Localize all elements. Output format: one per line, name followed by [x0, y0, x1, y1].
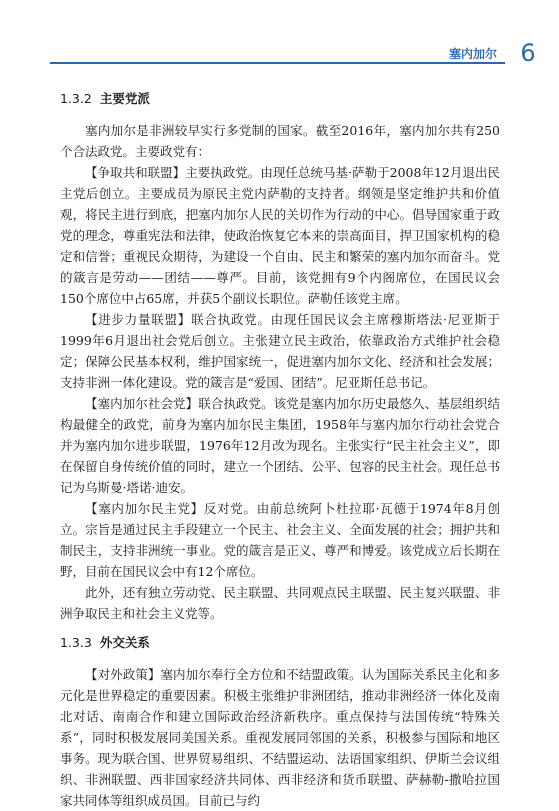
paragraph: 【塞内加尔民主党】反对党。由前总统阿卜杜拉耶·瓦德于1974年8月创立。宗旨是通过民主手段建立一个民主、社会主义、全面发展的社会；拥护共和制民主，支持非洲统一事业。党的箴言是正义、尊严和博爱。该党成立后长期在野，目前在国民议会中有12个席位。 [60, 501, 500, 579]
header-title: 塞内加尔 [448, 47, 497, 61]
section-heading-main-parties [60, 90, 500, 108]
running-header [50, 42, 505, 64]
section-number: 1.3.2 [60, 91, 92, 106]
section-heading-foreign-relations [60, 634, 500, 652]
section-gap [60, 624, 500, 634]
page-number: 6 [520, 39, 536, 67]
paragraph: 【塞内加尔社会党】联合执政党。该党是塞内加尔历史最悠久、基层组织结构最健全的政党，前身为塞内加尔民主集团，1958年与塞内加尔行动社会党合并为塞内加尔进步联盟，1976年12月改为现名。主张实行“民主社会主义”，即在保留自身传统价值的同时，建立一个团结、公平、包容的民主社会。现任总书记为乌斯曼·塔诺·迪安。 [60, 396, 500, 495]
paragraph: 此外，还有独立劳动党、民主联盟、共同观点民主联盟、民主复兴联盟、非洲争取民主和社会主义党等。 [60, 585, 500, 621]
paragraph: 【进步力量联盟】联合执政党。由现任国民议会主席穆斯塔法·尼亚斯于1999年6月退出社会党后创立。主张建立民主政治，依靠政治方式维护社会稳定；保障公民基本权利，维护国家统一，促进塞内加尔文化、经济和社会发展；支持非洲一体化建设。党的箴言是“爱国、团结”。尼亚斯任总书记。 [60, 312, 500, 390]
paragraph: 【争取共和联盟】主要执政党。由现任总统马基·萨勒于2008年12月退出民主党后创立。主要成员为原民主党内萨勒的支持者。纲领是坚定维护共和价值观，将民主进行到底，把塞内加尔人民的关切作为行动的中心。倡导国家重于政党的理念，尊重宪法和法律，使政治恢复它本来的崇高面目，捍卫国家机构的稳定和信誉；重视民众期待，为建设一个自由、民主和繁荣的塞内加尔而奋斗。党的箴言是劳动——团结——尊严。目前，该党拥有9个内阁席位，在国民议会150个席位中占65席，并获5个副议长职位。萨勒任该党主席。 [60, 165, 500, 306]
header-rule [50, 62, 505, 64]
paragraph: 塞内加尔是非洲较早实行多党制的国家。截至2016年，塞内加尔共有250个合法政党。主要政党有： [60, 123, 500, 159]
section-number: 1.3.3 [60, 635, 92, 650]
section-title: 外交关系 [99, 635, 150, 650]
page-content [60, 90, 500, 811]
paragraph: 【对外政策】塞内加尔奉行全方位和不结盟政策。认为国际关系民主化和多元化是世界稳定的重要因素。积极主张维护非洲团结，推动非洲经济一体化及南北对话、南南合作和建立国际政治经济新秩序。重点保持与法国传统“特殊关系”，同时积极发展同美国关系。重视发展同邻国的关系，积极参与国际和地区事务。现为联合国、世界贸易组织、不结盟运动、法语国家组织、伊斯兰会议组织、非洲联盟、西非国家经济共同体、西非经济和货币联盟、萨赫勒-撒哈拉国家共同体等组织成员国。目前已与约 [60, 667, 500, 808]
section-title: 主要党派 [99, 91, 150, 106]
